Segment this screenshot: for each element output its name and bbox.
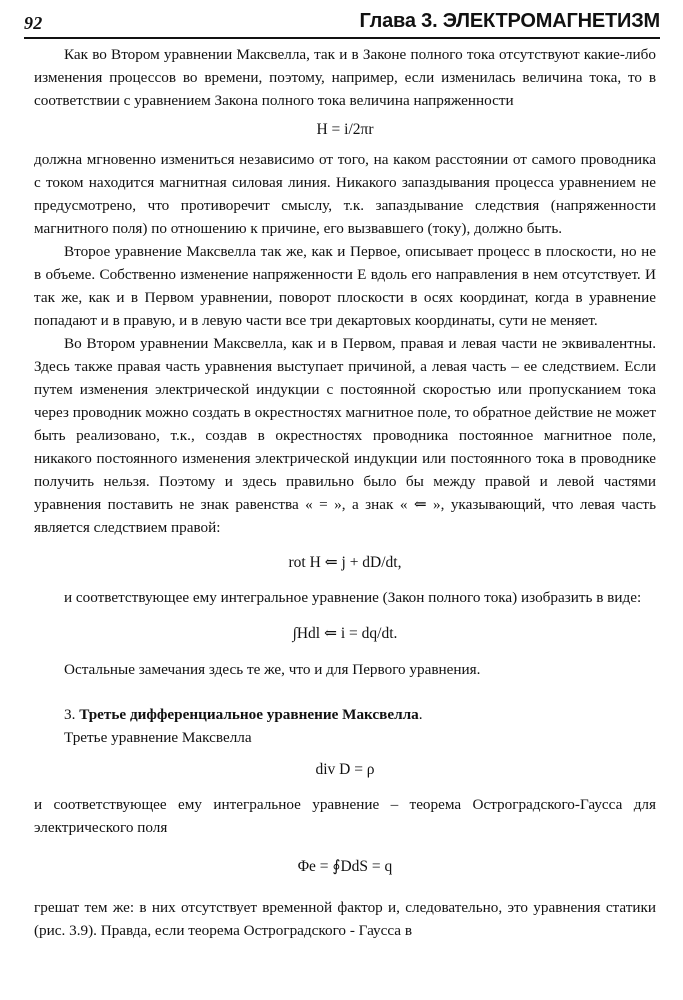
formula-gauss: Φe = ∮DdS = q xyxy=(297,858,393,875)
paragraph-8: и соответствующее ему интегральное уравнение – теорема Остроградского-Гаусса для электрического поля xyxy=(34,796,656,836)
formula-field-strength: H = i/2πr xyxy=(316,121,374,138)
section-heading-title: Третье дифференциальное уравнение Максвелла xyxy=(79,706,419,723)
paragraph-6: Остальные замечания здесь те же, что и для Первого уравнения. xyxy=(64,661,481,678)
header-rule xyxy=(24,37,660,39)
formula-rot-h: rot H ⇐ j + dD/dt, xyxy=(288,554,402,571)
page-body xyxy=(34,43,656,942)
paragraph-5: и соответствующее ему интегральное уравнение (Закон полного тока) изобразить в виде: xyxy=(64,589,642,606)
page-header xyxy=(24,10,660,40)
paragraph-7: Третье уравнение Максвелла xyxy=(64,729,252,746)
section-heading-number: 3. xyxy=(64,706,76,723)
paragraph-4: Во Втором уравнении Максвелла, как и в Первом, правая и левая части не эквивалентны. Здесь также правая часть уравнения выступает причиной, а левая часть – ее следствием. Если путем изменения электрической индукции с постоянной скоростью или пропусканием тока через проводник можно создать в окрестностях магнитное поле, то обратное действие не может быть реализовано, т.к., создав в окрестностях проводника постоянное магнитное поле, никакого постоянного изменения электрической индукции или постоянного тока в проводнике получить нельзя. Поэтому и здесь правильно было бы между правой и левой частями уравнения поставить не знак равенства « = », а знак « ⇐ », указывающий, что левая часть является следствием правой: xyxy=(34,335,656,536)
paragraph-9: грешат тем же: в них отсутствует временной фактор и, следовательно, это уравнения статики (рис. 3.9). Правда, если теорема Остроградского - Гаусса в xyxy=(34,899,656,939)
paragraph-3: Второе уравнение Максвелла так же, как и Первое, описывает процесс в плоскости, но не в объеме. Собственно изменение напряженности E вдоль его направления в нем отсутствует. И так же, как и в Первом уравнении, поворот плоскости в осях координат, когда в уравнение попадают и в правую, и в левую части все три декартовых координаты, сути не меняет. xyxy=(34,243,656,329)
paragraph-2: должна мгновенно измениться независимо от того, на каком расстоянии от самого проводника с током находится магнитная силовая линия. Никакого запаздывания процесса уравнением не предусмотрено, что противоречит смыслу, т.к. запаздывание следствия (напряженности магнитного поля) по отношению к причине, его вызвавшего (току), должно быть. xyxy=(34,151,656,237)
formula-div-d: div D = ρ xyxy=(315,761,375,778)
section-heading-end: . xyxy=(418,706,423,723)
formula-integral-h: ∫Hdl ⇐ i = dq/dt. xyxy=(292,625,398,642)
section-heading xyxy=(34,703,656,726)
page-number: 92 xyxy=(24,13,43,33)
paragraph-1: Как во Втором уравнении Максвелла, так и в Законе полного тока отсутствуют какие-либо изменения процессов во времени, поэтому, например, если изменилась величина тока, то в соответствии с уравнением Закона полного тока величина напряженности xyxy=(34,46,656,109)
chapter-title: Глава 3. ЭЛЕКТРОМАГНЕТИЗМ xyxy=(359,10,660,32)
